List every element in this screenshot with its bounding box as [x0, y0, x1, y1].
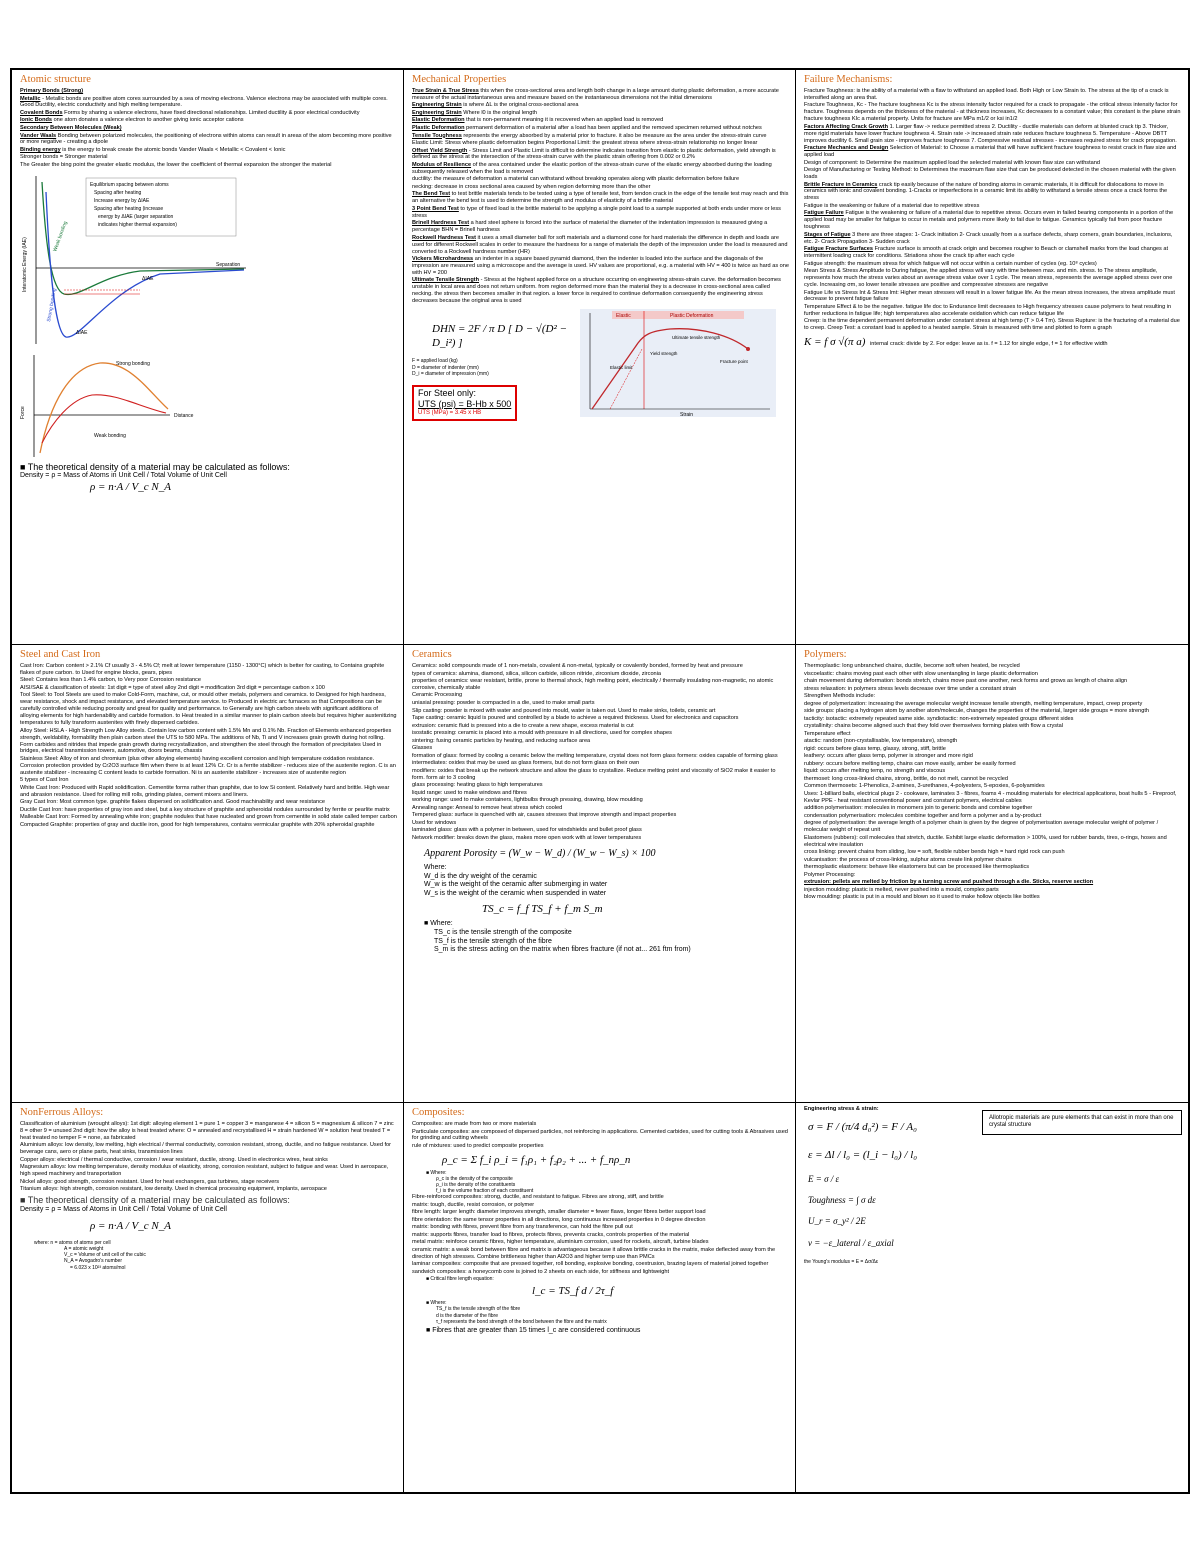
legend-item: where: n = atoms of atoms per cell	[34, 1239, 111, 1246]
mixture-legend-item: f_i is the volume fraction of each constituent	[436, 1188, 534, 1195]
axis-label: Interatomic Energy (IAE)	[22, 237, 28, 292]
term: Plastic Deformation	[412, 125, 465, 131]
formula: E = σ / ε	[808, 1174, 840, 1185]
steel-only-title: For Steel only:	[418, 387, 477, 398]
critical-length-bullet: ■ Critical fibre length equation:	[426, 1276, 494, 1283]
definition: permanent deformation of a material after a load has been applied and the removed specimen returned without notches	[464, 125, 762, 131]
section-title: Steel and Cast Iron	[20, 649, 101, 660]
text: ductility: the measure of deformation a material can withstand without breaking operates along with plastic deformation before failure	[412, 176, 740, 183]
text: Alloy Steel: HSLA - High Strength Low Alloy steels. Contain low carbon content with 1.5% Mn and 0.1% Nb. Fraction of Elements enhanced properties strength, weldability, formability then plain carbon steel the UTS to 580 MPa. The additions of Nb, Ti and V increases grain growth during hot rolling. Form carbides and nitrides that impede grain growth during recrystallization, and strengthen the steel through the formation of precipitates Used in bridges, electrical transmission towers, automotive, doors beams, chassis	[20, 727, 392, 755]
definition: crack tip easily because of the nature of bonding atoms in ceramic materials, it is difficult for dislocations to move in ceramics with ionic and covalent bonding. 1-Cracks or imperfections in a ceramic limit its ability to withstand a tensile stress once a crack forms the stress	[804, 181, 1168, 202]
text: Tempered glass: surface is quenched with air, causes stresses that improve strength and impact properties	[412, 812, 677, 819]
text: Temperature Effect & to be the negative. fatigue life doc to Endurance limit decreases to High frequency stresses cause polymers to heat resulting in further reductions in fatigue life; high temperatures also accelerate oxidation which can reduce fatigue life	[804, 303, 1172, 317]
text: Ceramics: solid compounds made of 1 non-metals, covalent & non-metal, typically or covalently bonded, formed by heat and pressure	[412, 663, 743, 670]
dhn-legend-item: F = applied load (kg)	[412, 358, 458, 365]
critical-legend-item: τ_f represents the bond strength of the bond between the fibre and the matrix	[436, 1318, 607, 1325]
dhn-legend-item: D = diameter of indenter (mm)	[412, 364, 479, 371]
definition: it uses a small diameter ball for soft materials and a diamond cone for hard materials the difference in depth and loads are used for different Rockwell scales in order to measure the hardness for a range of materials the depth of the impression under the load is measured and converted to a Rockwell hardness number (HR)	[412, 234, 788, 255]
ts-formula: TS_c = f_f TS_f + f_m S_m	[482, 902, 603, 915]
curve-label: Strong bonding	[116, 360, 150, 367]
delta-label: ΔIAE	[76, 329, 88, 336]
dhn-label: DHN	[432, 323, 456, 336]
text: isostatic pressing: ceramic is placed into a mould with pressure in all directions, used for complex shapes	[412, 730, 672, 737]
curve-label: Weak bonding	[94, 432, 126, 439]
density-bullet: ■ The theoretical density of a material may be calculated as follows:	[20, 461, 290, 472]
text: 5 types of Cast Iron	[20, 777, 69, 784]
text: sandwich composites: a honeycomb core is joined to 2 sheets on each side, for stiffness and lightweight	[412, 1268, 670, 1275]
term: Vickers Microhardness	[412, 256, 474, 263]
mechanical-properties-section: Mechanical Properties True Strain & True Stress this when the cross-sectional area and length both change in a large amount during plastic deformation, a more accurate measure of the actual instantaneous area and measure based on the instantaneous dimensions not the initial dimensions Engineering Strain is where ΔL is the original cross-sectional area Engineering Strain Where l0 is the original length Elastic Deformation that is non-permanent meaning it is recovered when an applied load is removed Plastic Deformation permanent deformation of a material after a load has been applied and the removed specimen returned without notches Tensile Toughness represents the energy absorbed by a material prior to fracture. it also be measure as the area under the stress-strain curve Elastic Limit: Stress where plastic deformation begins Proportional Limit: the greatest stress where stress-strain relationship no longer linear Offset Yield Strength - Stress Limit and Plastic Limit is difficult to determine indicates transition from elastic to plastic deformation, yield strength is defined as the stress at the intersection of the stress-strain curve with the plastic strain offering from 0.002 or 0.2% Modulus of Resilience of the area contained under the elastic portion of the stress-strain curve of the elastic energy absorbed during the loading subsequently released when the load is removed ductility: the measure of deformation a material can withstand without breaking operates along with plastic deformation before failure necking: decrease in cross sectional area caused by when region deforming more than the other The Bend Test to test brittle materials tends to be tested using a type of tensile test, from tendon crack in the edge of the tensile test may reach and this an alternative the bend test is used to determine the strength and modulus of elasticity of a brittle material 3 Point Bend Test to type of fixed load is the brittle material to be applying a single point load to a sample supported at both ends under more or less stress Brinell Hardness Test a hard steel sphere is forced into the surface of material the diameter of the indentation impression is measured giving a percentage BHN = Brinell hardness Rockwell Hardness Test it uses a small diameter ball for soft materials and a diamond cone for hard materials the difference in depth and loads are used for different Rockwell scales in order to measure the hardness for a range of materials the depth of the impression under the load is measured and converted to a Rockwell hardness number (HR) Vickers Microhardness an indenter in a square based pyramid diamond, then the indenter is loaded into the surface and the diagonals of the impression are measured using a microscope and the average is used. HV values are proportional, e.g. a material with HV = 400 is twice as hard as one with HV = 200 Ultimate Tensile Strength - Stress at the highest applied force on a structure occurring on engineering stress-strain curve. the deformation becomes unstable in local area and does not return uniform. from region deformed more than the material they is a decrease in cross-sectional area called necking. the stress then becomes smaller in that region. a lower force is required to continue deformation consequently the engineering stress decreases because the original area is used DHN = 2F / π D [ D − √(D² − D_i²) ] F = applied load (kg) D = diameter of indenter (mm) D_i = diameter of impression (mm) For Steel only: UTS (psi) = B-Hb x 500 UTS (MPa) = 3.45 x HB Elastic Plastic Deformation Ultimate tensile strength Yield strength Fracture point Elastic limit Strain	[404, 70, 796, 645]
text: Fatigue is the weakening or failure of a material due to repetitive stress	[804, 202, 980, 209]
text: Slip casting: powder is mixed with water and poured into mould, water is taken out. Used to make sinks, toilets, ceramic art	[412, 707, 716, 714]
text: chain movement during deformation: bonds stretch, chains move past one another, neck forms and grows as length of chains align	[804, 678, 1128, 685]
density-formula: Density = ρ = Mass of Atoms in Unit Cell / Total Volume of Unit Cell	[20, 1205, 227, 1213]
legend-item: = 6.023 x 10²³ atoms/mol	[70, 1264, 126, 1271]
text: The Greater the bing point the greater elastic modulus, the lower the coefficient of thermal expansion the stronger the material	[20, 161, 332, 168]
text: liquid range: used to make windows and fibres	[412, 789, 527, 796]
delta-label: ΔIAE	[142, 275, 154, 282]
legend-item: Spacing after heating	[94, 189, 142, 196]
critical-legend-item: TS_f is the tensile strength of the fibre	[436, 1306, 521, 1313]
text: Creep: is the time dependent permanent deformation under constant stress at high temp (T > 0.4 Tm). Stress Rupture: is the fracturing of a material due to creep. Creep Test: a constant load is applied to a heated sample. Strain is measured with time and plotted to form a graph	[804, 318, 1180, 332]
steel-cast-iron-section	[12, 645, 404, 1103]
definition: Selection of Material: to Choose a material that will have sufficient fracture toughness to resist crack in flaw size and applied load	[804, 145, 1177, 159]
text: rubbery: occurs before melting temp, chains can move easily, amber be easily formed	[804, 760, 1016, 767]
definition: to type of fixed load is the brittle material to be applying a single point load to a sample supported at both ends under more or less stress	[412, 205, 781, 219]
text: cross linking: prevent chains from sliding, low = soft, flexible rubber bends high = hard rigid rock can push	[804, 849, 1065, 856]
text: White Cast Iron: Produced with Rapid solidification. Cementite forms rather than graphite, due to low Si content. Relatively hard and brittle. High wear and abrasion resistance. Used for rolling mill rolls, grinding plates, cement mixers and liners.	[20, 784, 390, 798]
mixture-legend-item: ρ_c is the density of the composite	[436, 1175, 513, 1182]
porosity-formula: Apparent Porosity = (W_w − W_d) / (W_w − W_s) × 100	[424, 847, 656, 859]
ts-legend-item: TS_f is the tensile strength of the fibre	[434, 937, 552, 945]
term: Tensile Toughness	[412, 132, 462, 139]
definition: to test brittle materials tends to be tested using a type of tensile test, from tendon crack in the edge of the tensile test may reach and this an alternative the bend test is used to determine the strength and modulus of elasticity of a brittle material	[412, 191, 789, 205]
atomic-structure-section	[12, 70, 404, 645]
text: Common thermosets: 1-Phenolics, 2-amines, 3-urethanes, 4-polyesters, 5-epoxies, 6-polyamides	[804, 783, 1045, 790]
term: 3 Point Bend Test	[412, 205, 459, 212]
text: thermoplastic elastomers: behave like elastomers but can be processed like thermoplastics	[804, 864, 1030, 871]
text: Particulate composites: are composed of dispersed particles, not reinforcing in applications. Cemented carbides, used for cutting tools & Abrasives used for grinding and cutting wheels	[412, 1128, 788, 1142]
rho-formula: ρ = n·A / V_c N_A	[90, 1220, 171, 1233]
text: Network modifier: breaks down the glass, makes more open work with at lower temperatures	[412, 834, 642, 841]
text: AISI/SAE & classification of steels: 1st digit = type of steel alloy 2nd digit = modification 3rd digit = percentage carbon x 100	[20, 684, 325, 691]
definition: 3 there are three stages: 1- Crack initiation 2- Crack usually from a a surface defects, sharp corners, grain boundaries, inclusions, etc. 2- Crack Propagation 3- Sudden crack	[804, 231, 1173, 245]
definition: an indenter in a square based pyramid diamond, then the indenter is loaded into the surface and the diagonals of the impression are measured using a microscope and the average is used. HV values are proportional, e.g. a material with HV = 400 is twice as hard as one with HV = 200	[412, 256, 789, 276]
text: Elastomers (rubbers): coil molecules that stretch, ductile. Exhibit large elastic deformation > 100%, used for rubber bands, tires, o-rings, hoses and electrical wire insulation	[804, 834, 1167, 848]
text: Fatigue strength: the maximum stress for which fatigue will not occur within a certain number of cycles (eg. 10⁸ cycles)	[804, 260, 1097, 267]
dhn-formula: 2F / π D [ D − √(D² − D_i²) ]	[432, 323, 567, 349]
text: Mean Stress & Stress Amplitude to During fatigue, the applied stress will vary with time between max. and min. stress. to The stress amplitude, represents how much the stress varies about an average stress value over 1 cycle. The mean stress, represents the average applied stress over one cycle. Increasing σm, so lower tensile stresses are positive and compressive stresses are negative	[804, 268, 1173, 289]
legend-item: A = atomic weight	[64, 1246, 104, 1253]
kic-formula: K = f σ √(π a)	[804, 336, 866, 349]
region-label: Plastic Deformation	[670, 313, 714, 320]
section-title: Failure Mechanisms:	[804, 74, 893, 85]
text: liquid: occurs after melting temp, no strength and viscous	[804, 768, 946, 775]
composites-section	[404, 1103, 796, 1492]
subheading: Secondary Between Molecules (Weak)	[20, 125, 122, 131]
text: sintering: fusing ceramic particles by heating, and reducing surface area	[412, 737, 591, 744]
term: Vander Waals	[20, 132, 57, 139]
text: Copper alloys: electrical / thermal conductive, corrosion / wear resistant, ductile, strong. Used in electronics wires, heat sinks	[20, 1156, 328, 1163]
continuous-fibre-bullet: ■ Fibres that are greater than 15 times l_c are considered continuous	[426, 1326, 641, 1334]
text: Fracture Toughness: is the ability of a material with a flaw to withstand an applied load. Both High or Low Strain to. The stress at the tip of a crack is intensified along an area that.	[804, 88, 1169, 101]
text: Temperature effect	[804, 730, 851, 737]
definition: Fracture surface is smooth at crack origin and becomes rougher to Beach or clamshell marks from the load changes at intermittent loading crack for conditions. Striations show the crack tip after each cycle	[804, 246, 1169, 260]
legend-item: Spacing after heating (increase	[94, 205, 164, 212]
term: Rockwell Hardness Test	[412, 234, 476, 241]
allotropic-note: Allotropic materials are pure elements that can exist in more than one crystal structure	[982, 1110, 1182, 1135]
text: crystallinity: chains become aligned such that they fold over themselves forming plates with flow a crystal	[804, 723, 1063, 730]
text: degree of polymerisation: the average length of a polymer chain is given by the degree of polymerisation average molecular weight of polymer / molecular weight of repeat unit	[804, 820, 1159, 834]
axis-label: Force	[20, 406, 26, 419]
formula: U_r = σ_y² / 2E	[808, 1216, 866, 1227]
text: intermediates: oxides that may be used as glass formers, but do not form glass on their own	[412, 760, 640, 767]
porosity-legend-item: Where:	[424, 864, 447, 871]
text: uniaxial pressing: powder is compacted in a die, used to make small parts	[412, 700, 595, 706]
text: fibre length: larger length: diameter improves strength, smaller diameter = fewer flaws, longer fibres better support load	[412, 1209, 706, 1216]
definition: Fatigue is the weakening or failure of a material due to repetitive stress. Occurs even in failed bearing components in a portion of the applied load may be smaller for fatigue to occur in metals and polymers more likely to fail due to fatigue. Ceramics typically fail from poor fracture toughness	[804, 210, 1174, 231]
text: Malleable Cast Iron: Formed by annealing white iron; graphite nodules that have nucleated and grown from cementite in solid state called temper carbon	[20, 814, 397, 821]
text: Tool Steel: to Tool Steels are used to make Cold-Form, machine, cut, or mould other metals, polymers and ceramics. to Designed for high hardness, wear resistance, shock and impact resistance, and elevated temperature service. to Produced in electric arc furnaces so that Compositions can be carefully controlled while reducing porosity and great for quality and performance. to Generally are high carbon steels with significant additions of alloying elements for high hardenability and carbide formation. to Heat treated in a similar manner to plain carbon steels but requires higher austenitizing temperatures to fully transform austenites with finely dispersed carbides.	[20, 692, 397, 727]
dhn-legend-item: D_i = diameter of impression (mm)	[412, 370, 489, 377]
text: Fibre-reinforced composites: strong, ductile, and resistant to fatigue. Fibres are strong, stiff, and brittle	[412, 1194, 664, 1201]
text: blow moulding: plastic is put in a mould and blown so it used to make hollow objects like bottles	[804, 894, 1040, 901]
curve-label: Strong bonding	[46, 287, 58, 323]
definition: is where ΔL is the original cross-sectional area	[461, 102, 579, 109]
text: atactic: random (non-crystallisable, low temperature), strength	[804, 738, 958, 745]
term: Offset Yield Strength	[412, 147, 468, 154]
term: Factors Affecting Crack Growth	[804, 123, 889, 130]
text: Tape casting: ceramic liquid is poured and controlled by a blade to achieve a required thickness. Used for electronics and capacitors	[412, 715, 739, 722]
text: working range: used to make containers, lightbulbs through pressing, drawing, blow moulding	[412, 797, 643, 804]
subheading: extrusion: pellets are melted by friction by a turning screw and pushed through a die. Sticks, reserve section	[804, 879, 1094, 886]
section-title: Atomic structure	[20, 74, 91, 85]
text: Design of Manufacturing or Testing Method: to Determines the maximum flaw size that can be produced detected in the chosen material with the given loads	[804, 167, 1176, 181]
formula: ε = Δl / l₀ = (l_i − l₀) / l₀	[808, 1148, 918, 1161]
porosity-legend-item: W_d is the dry weight of the ceramic	[424, 872, 537, 880]
term: Ultimate Tensile Strength	[412, 277, 480, 284]
text: matrix: bonding with fibres, prevent fibre from any transference, can hold the fibre pull out	[412, 1224, 633, 1231]
critical-length-formula: l_c = TS_f d / 2τ_f	[532, 1284, 614, 1297]
text: Ceramic Processing	[412, 692, 463, 699]
plot-label: Fracture point	[720, 359, 748, 365]
text: viscoelastic: chains moving past each other with slow unentangling in large plastic deformation	[804, 670, 1038, 677]
text: Ductile Cast Iron: have properties of gray iron and steel, but a key structure of graphite and spheroidal nodules surrounded by ferrite or pearlite matrix	[20, 806, 390, 813]
ceramics-section	[404, 645, 796, 1103]
definition: of the area contained under the elastic portion of the stress-strain curve of the elastic energy absorbed during the loading subsequently released when the load is removed	[412, 161, 772, 175]
axis-label: Strain	[680, 412, 694, 418]
term: Fatigue Fracture Surfaces	[804, 246, 874, 253]
steel-only-box	[412, 385, 517, 421]
section-title: Mechanical Properties	[412, 74, 507, 85]
text: matrix: supports fibres, transfer load to fibres, protects fibres, prevents cracks, controls properties of the material	[412, 1231, 690, 1238]
text: side groups: placing a hydrogen atom by another atom/molecule, changes the properties of the material, larger side groups = more strength	[804, 708, 1149, 715]
uts-mpa-formula: UTS (MPa) = 3.45 x HB	[418, 410, 482, 417]
text: Annealing range: Anneal to remove heat stress which cooled	[412, 804, 563, 811]
porosity-legend-item: W_s is the weight of the ceramic when suspended in water	[424, 890, 607, 898]
plot-label: Ultimate tensile strength	[672, 335, 721, 341]
text: Fracture Toughness, Kc - The fracture toughness Kc is the stress intensity factor required for a crack to propagate - the critical stress intensity factor for fracture. Toughness depends on the thickness of the material - at thickness increases, Kc decreases to a constant value; this constant is the plane strain fracture toughness KIc a material property. Units for fracture are MPa m1/2 or ksi in1/2	[804, 102, 1181, 123]
region-label: Elastic	[616, 313, 631, 320]
term: Ionic Bonds	[20, 117, 53, 124]
term: True Strain & True Stress	[412, 88, 479, 95]
term: Fracture Mechanics and Design	[804, 145, 889, 152]
section-title: NonFerrous Alloys:	[20, 1107, 104, 1118]
text: injection moulding: plastic is melted, never pushed into a mould, complex parts	[804, 886, 999, 893]
legend-item: Increase energy by ΔIAE	[94, 197, 150, 204]
text: Titanium alloys: high strength, corrosion resistant, low density. Used in chemical processing equipment, implants, aerospace	[20, 1186, 327, 1193]
energy-separation-diagram	[20, 172, 250, 350]
text: rule of mixtures: used to predict composite properties	[412, 1142, 544, 1149]
definition: this when the cross-sectional area and length both change in a large amount during plastic deformation, a more accurate measure of the actual instantaneous area and measure based on the instantaneous dimensions not the initial dimensions	[412, 88, 779, 101]
definition: that is non-permanent meaning it is recovered when an applied load is removed	[464, 117, 664, 124]
legend-item: N_A = Avogadro's number	[64, 1258, 122, 1265]
text: Stainless Steel: Alloy of iron and chromium (plus other alloying elements) having excellent corrosion and high temperature oxidation resistance. Corrosion protection provided by Cr2O3 surface film when there is at least 12% Cr. Cr is a ferrite stabilizer - reduces size of the austenite region. C is an austenite stabilizer - increasing C content leads to carbide formation. Ni is an austenite stabilizer - increases size of austenite region	[20, 755, 396, 776]
text: laminar composites: composite that are pressed together, roll bonding, explosive bonding, coextrusion, brazing layers of material joined together	[412, 1261, 769, 1268]
definition: - Stress Limit and Plastic Limit is difficult to determine indicates transition from elastic to plastic deformation, yield strength is defined as the stress at the intersection of the stress-strain curve with the plastic strain offering from 0.002 or 0.2%	[412, 147, 776, 161]
definition: a hard steel sphere is forced into the surface of material the diameter of the indentation impression is measured giving a percentage BHN = Brinell hardness	[412, 220, 768, 234]
section-title: Composites:	[412, 1107, 465, 1118]
text: Used for windows	[412, 819, 457, 826]
text: Thermoplastic: long unbranched chains, ductile, become soft when heated, be recycled	[804, 663, 1020, 670]
porosity-legend-item: W_w is the weight of the ceramic after submerging in water	[424, 881, 608, 889]
young-modulus-note: the Young's modulus = E = Δσ/Δε	[804, 1258, 879, 1265]
definition: Where l0 is the original length	[461, 109, 537, 116]
term: Binding energy	[20, 146, 61, 153]
text: addition polymerisation: molecules in monomers join to generic bonds and combine together	[804, 805, 1033, 812]
legend-item: V_c = Volume of unit cell of the cubic	[64, 1252, 146, 1259]
density-formula: Density = ρ = Mass of Atoms in Unit Cell / Total Volume of Unit Cell	[20, 472, 227, 480]
definition: - Metallic bonds are positive atom cores surrounded by a sea of moving electrons. Valence electrons may be associated with multiple cores. Good Ductility, electric conductivity and high melting temperature.	[20, 95, 388, 109]
rho-formula: ρ = n·A / V_c N_A	[90, 480, 171, 493]
text: matrix: tough, ductile, resist corrosion, or polymer	[412, 1201, 535, 1208]
formula: σ = F / (π/4 d₀²) = F / A₀	[808, 1120, 917, 1133]
text: extrusion: ceramic fluid is pressed into a die to create a new shape, excess material is cut	[412, 722, 634, 729]
subheading: Engineering stress & strain:	[804, 1106, 879, 1112]
text: Glasses	[412, 745, 433, 752]
text: modifiers: oxides that break up the network structure and allow the glass to crystallize. Reduce melting point and viscosity of SiO2 make it easier to form. form air to 3 cooling	[412, 767, 776, 781]
formula: Toughness = ∫ σ dε	[808, 1195, 876, 1206]
text: formation of glass: formed by cooling a ceramic below the melting temperature, crystal does not form glass formers: oxides capable of forming glass	[412, 752, 778, 759]
axis-label: Separation	[216, 261, 241, 268]
force-distance-diagram	[20, 353, 250, 459]
text: ceramic matrix: a weak bond between fibre and matrix is advantageous because it allows brittle cracks in the matrix, make deflected away from the direction of high stresses. Combine brittleness higher than Al2O3 and higher temp use than PMCs	[412, 1246, 776, 1260]
ts-legend-item: ■ Where:	[424, 920, 453, 928]
text: stress relaxation: in polymers stress levels decrease over time under a constant strain	[804, 685, 1017, 692]
text: Strengthen Methods include:	[804, 693, 876, 700]
text: rigid: occurs before glass temp, glassy, strong, stiff, brittle	[804, 745, 946, 752]
section-title: Polymers:	[804, 649, 847, 660]
text: Nickel alloys: good strength, corrosion resistant. Used for heat exchangers, gas turbines, stage receivers	[20, 1178, 279, 1185]
term: Covalent Bonds	[20, 109, 63, 116]
ts-legend-item: TS_c is the tensile strength of the composite	[434, 928, 572, 936]
term: Metallic	[20, 95, 41, 102]
section-title: Ceramics	[412, 649, 452, 660]
text: Stronger bonds = Stronger material	[20, 154, 108, 161]
text: Magnesium alloys: low melting temperature, density modulus of elasticity, strong, corrosion resistant, subject to fatigue and wear. Used in aerospace, high speed machinery and transportation	[20, 1164, 389, 1178]
text: glass processing: heating glass to high temperatures	[412, 782, 543, 789]
axis-label: Distance	[174, 412, 194, 419]
density-bullet: ■ The theoretical density of a material may be calculated as follows:	[20, 1195, 290, 1206]
plot-label: Elastic limit	[610, 365, 633, 371]
text: vulcanisation: the process of cross-linking, sulphur atoms create link polymer chains	[804, 856, 1012, 863]
term: Engineering Strain	[412, 109, 462, 116]
text: Design of component: to Determine the maximum applied load the selected material with known flaw size can withstand	[804, 159, 1100, 166]
term: Brinell Hardness Test	[412, 220, 470, 227]
text: necking: decrease in cross sectional area caused by when region deforming more than the other	[412, 183, 651, 190]
text: Compacted Graphite: properties of gray and ductile iron, good for high temperatures, contains vermicular graphite with 20% spheroidal graphite	[20, 821, 375, 828]
nonferrous-alloys-section	[12, 1103, 404, 1492]
text: condensation polymerisation: molecules combine together and form a polymer and a by-product	[804, 812, 1042, 819]
text: Aluminium alloys: low density, low melting, high electrical / thermal conductivity, corrosion resistant, strong, ductile, and no fatigue resistance. Used for beverage cans, aero or plane parts, heat sinks, transmission lines	[20, 1142, 392, 1156]
term: The Bend Test	[412, 191, 451, 198]
subheading: Primary Bonds (Strong)	[20, 88, 84, 95]
text: Uses: 1-billiard balls, electrical plugs 2 - cookware, laminates 3 - fibres, foams 4 - moulding materials for electrical applications, boat hulls 5 - Fireproof, Kevlar PPE - heat resistant conventional power and constant polymers, electrical cables	[804, 790, 1177, 804]
engineering-stress-section	[796, 1103, 1188, 1492]
failure-mechanisms-section	[796, 70, 1188, 645]
text: metal matrix: reinforce ceramic fibres, higher temperature, aluminium corrosion, used for rockets, aircraft, turbine blades	[412, 1239, 709, 1246]
text: degree of polymerization: increasing the average molecular weight increase tensile strength, melting temperature, impact, creep property	[804, 700, 1143, 707]
mixture-legend-item: ■ Where:	[426, 1169, 447, 1176]
text: Cast Iron: Carbon content > 2.1% Cf usually 3 - 4.5% Cf; melt at lower temperature (1150 - 1300°C) which is better for casting, to Contains graphite flakes of pure carbon. to Used for engine blocks, gears, pipes	[20, 663, 385, 676]
definition: - Stress at the highest applied force on a structure occurring on engineering stress-strain curve. the deformation becomes unstable in local area and does not return uniform. from region deformed more than the material they is a decrease in cross-sectional area called necking. the stress then becomes smaller in that region. a lower force is required to continue deformation consequently the engineering stress decreases because the original area is used	[412, 277, 781, 305]
mixture-formula: ρ_c = Σ f_i ρ_i = f₁ρ₁ + f₂ρ₂ + ... + f_nρ_n	[442, 1153, 631, 1166]
text: types of ceramics: alumina, diamond, silica, silicon carbide, silicon nitride, zirconium dioxide, zirconia	[412, 670, 662, 677]
text: laminated glass: glass with a polymer in between, used for windshields and bullet proof glass	[412, 827, 642, 834]
term: Modulus of Resilience	[412, 161, 472, 168]
definition: one atom donates a valence electron to another giving ionic acceptor cations	[52, 117, 244, 124]
curve-label: Weak bonding	[52, 220, 69, 253]
ts-legend-item: S_m is the stress acting on the matrix when fibres fracture (if not at... 261 ftm from)	[434, 946, 691, 954]
term: Fatigue Failure	[804, 210, 844, 217]
term: Elastic Deformation	[412, 117, 465, 124]
text: properties of ceramics: wear resistant, brittle, prone to thermal shock, high melting point, electrically / thermally insulating non-magnetic, no atomic corrosive, chemically stable	[412, 678, 774, 691]
text: Elastic Limit: Stress where plastic deformation begins Proportional Limit: the greatest stress where stress-strain relationship no longer linear	[412, 140, 758, 147]
text: Composites: are made from two or more materials	[412, 1121, 537, 1128]
legend-item: energy by ΔIAE (larger separation	[98, 213, 174, 220]
definition: 1. Larger flaw -> reduce permitted stress 2. Ductility - ductile materials can deform at blunted crack tip 3. Thicker, more rigid materials have lower fracture toughness 4. Strain rate -> increased strain rate reduces fracture toughness 5. Temperature - Above DBTT improves ductility 6. Small grain size - improves fracture toughness 7. Compressive residual stresses - increases required stress for crack propagation.	[804, 123, 1177, 144]
text: Polymer Processing:	[804, 871, 856, 878]
text: Classification of aluminium (wrought alloys): 1st digit: alloying element 1 = pure 1 = copper 3 = manganese 4 = silicon 5 = magnesium & silicon 7 = zinc 8 = other 9 = unused 2nd digit: how the alloy is heat treated where: O = annealed and recrystallised H = strain hardened W = solution heat treated T = heat treated no temper F = none, as fabricated	[20, 1121, 394, 1141]
mixture-legend-item: ρ_i is the density of the constituents	[436, 1181, 516, 1188]
cheat-sheet	[10, 68, 1190, 1494]
text: tacticity: isotactic: extremely repeated same side. syndiotactic: non-extremely repeated groups different sides	[804, 715, 1074, 722]
definition: Forms by sharing a valence electrons, have fixed directional relationships. Limited ductility & poor electrical conductivity	[62, 109, 360, 116]
definition: represents the energy absorbed by a material prior to fracture. it also be measure as the area under the stress-strain curve	[461, 132, 767, 139]
stress-strain-plot	[580, 309, 776, 417]
term: Brittle Fracture in Ceramics	[804, 181, 878, 188]
plot-label: Yield strength	[650, 351, 678, 357]
text: Fatigue Life vs Stress Int & Stress lmt: Higher mean stresses will result in a lower fatigue life. As the mean stress increases, the stress amplitude must decrease to prevent fatigue failure	[804, 289, 1175, 303]
formula: ν = −ε_lateral / ε_axial	[808, 1237, 894, 1248]
definition: Bonding between polarized molecules, the positioning of electrons within atoms can result in areas of the atom becoming more positive or more negative - creating a dipole	[20, 132, 392, 146]
fracture-point-marker	[746, 347, 750, 351]
term: Stages of Fatigue	[804, 231, 851, 238]
critical-legend-item: d is the diameter of the fibre	[436, 1312, 498, 1319]
text: Steel: Contains less than 1.4% carbon, to Very poor Corrosion resistance	[20, 677, 201, 684]
legend-item: indicates higher thermal expansion)	[98, 221, 177, 228]
text: thermoset: long cross-linked chains, strong, brittle, do not melt, cannot be recycled	[804, 775, 1008, 782]
text: fibre orientation: the same tensor properties in all directions, long continuous increased properties in 0 degree direction	[412, 1216, 706, 1223]
polymers-section	[796, 645, 1188, 1103]
critical-legend-item: ■ Where:	[426, 1300, 447, 1307]
legend-item: Equilibrium spacing between atoms	[90, 181, 169, 188]
definition: is the energy to break create the atomic bonds Vander Waals < Metallic < Covalent < Ionic	[60, 146, 286, 153]
text: leathery: occurs after glass temp, polymer is stronger and more rigid	[804, 753, 973, 760]
uts-psi-formula: UTS (psi) = B-Hb x 500	[418, 399, 512, 410]
term: Engineering Strain	[412, 102, 462, 109]
kic-note: internal crack: divide by 2. For edge: leave as is. f = 1.12 for single edge, f = 1 for effective width	[870, 341, 1108, 348]
text: Gray Cast Iron: Most common type. graphite flakes dispersed on solidification and. Good machinability and wear resistance	[20, 799, 326, 806]
